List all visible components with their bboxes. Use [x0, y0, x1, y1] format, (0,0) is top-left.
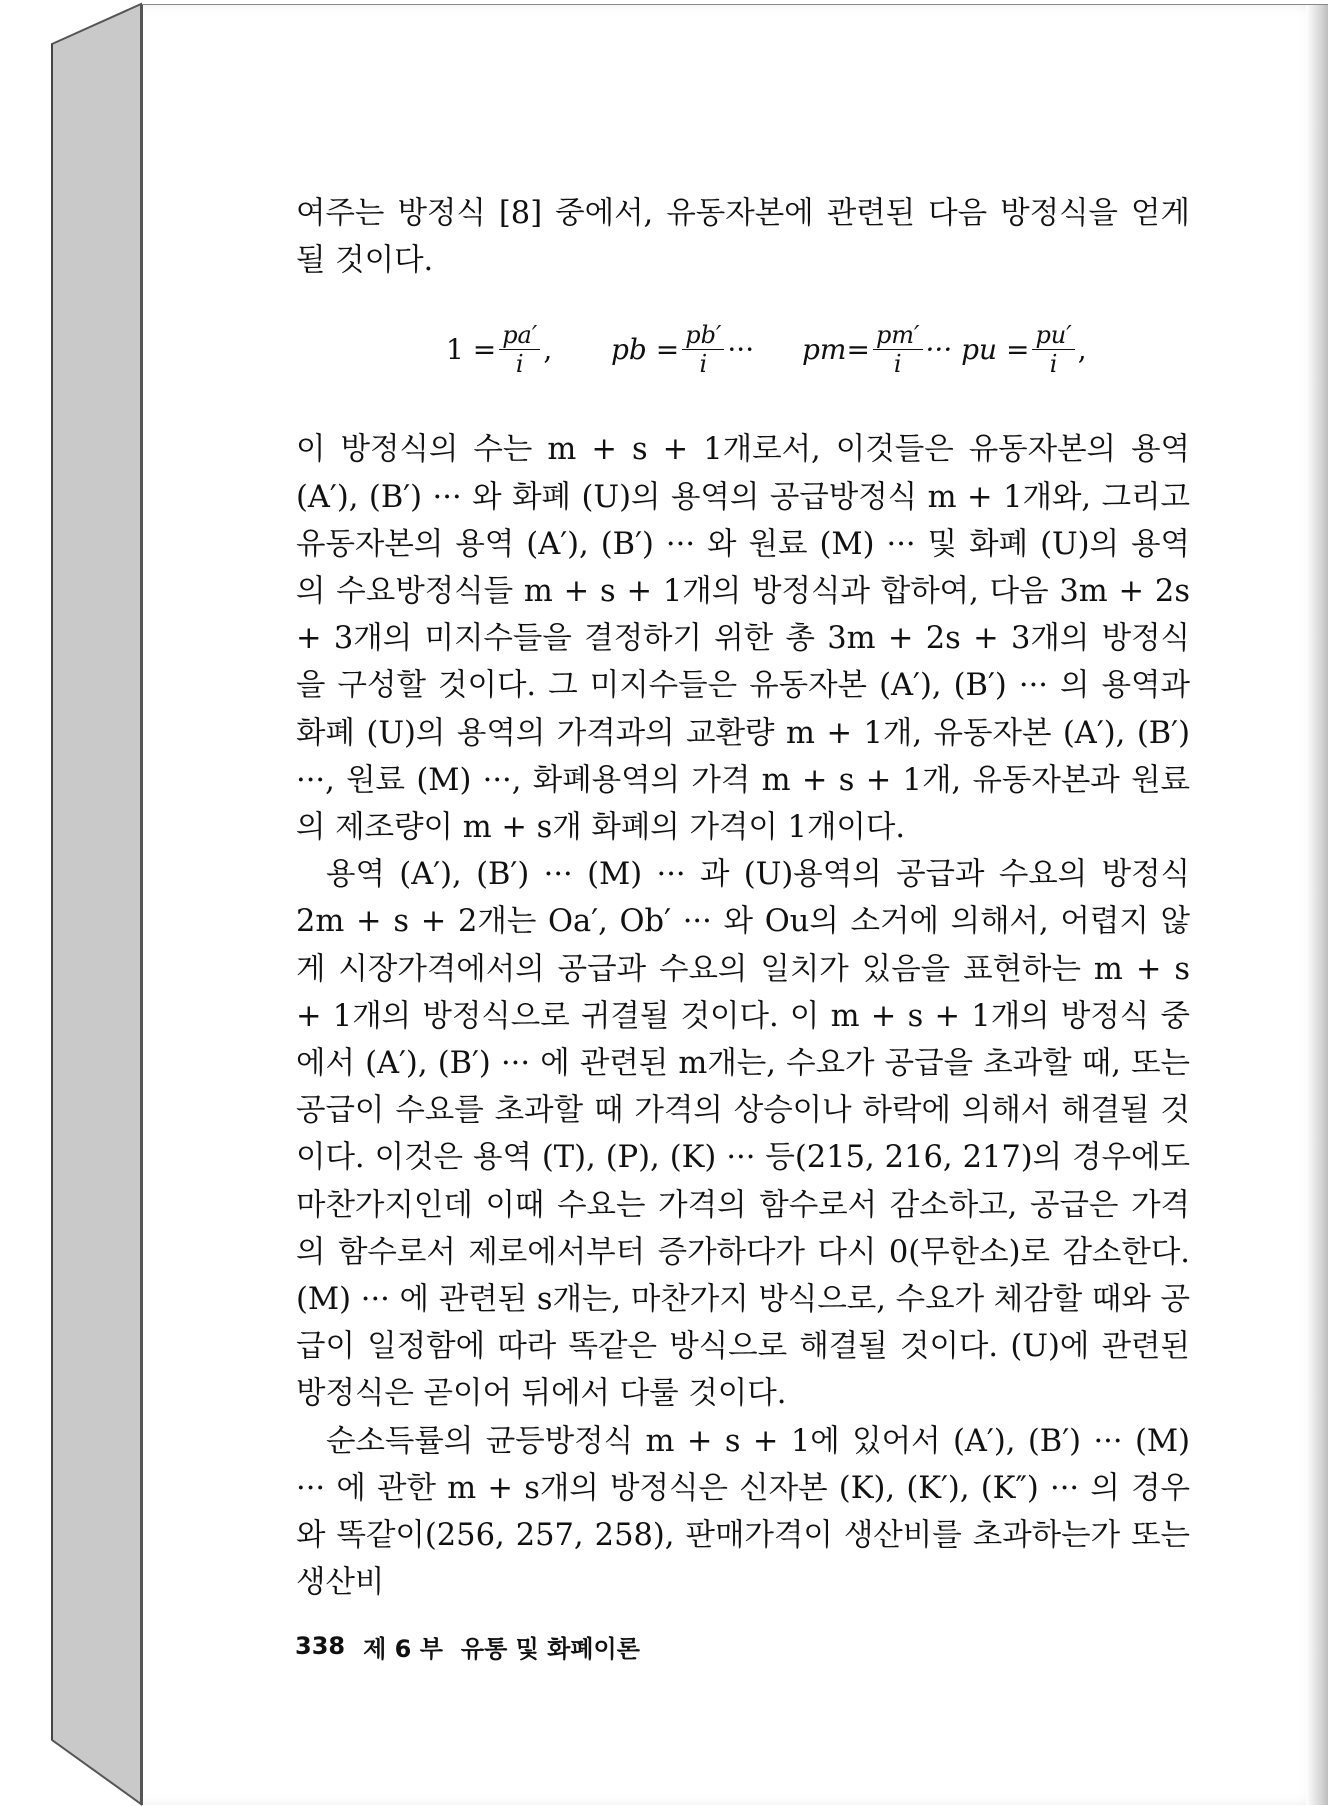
chapter-title: 유통 및 화폐이론	[460, 1634, 640, 1663]
paragraph-2: 이 방정식의 수는 m + s + 1개로서, 이것들은 유동자본의 용역 (A′), (B′) ··· 와 화폐 (U)의 용역의 공급방정식 m + 1개와, 그리고 유동자본의 용역 (A′), (B′) ··· 와 원료 (M) ··· 및 화폐 (U)의 용역의 수요방정식들 m + s + 1개의 방정식과 합하여, 다음 3m + 2s + 3개의 미지수들을 결정하기 위한 총 3m + 2s + 3개의 방정식을 구성할 것이다. 그 미지수들은 유동자본 (A′), (B′) ··· 의 용역과 화폐 (U)의 용역의 가격과의 교환량 m + 1개, 유동자본 (A′), (B′) ···, 원료 (M) ···, 화폐용역의 가격 m + s + 1개, 유동자본과 원료의 제조량이 m + s개 화폐의 가격이 1개이다.	[296, 432, 1190, 846]
page-edge-shadow	[1306, 5, 1328, 1805]
eq3-mid: ··· pu =	[925, 332, 1030, 366]
body-text	[296, 190, 1190, 1606]
eq4-tail: ,	[1077, 332, 1087, 366]
eq2-numerator: pb′	[682, 321, 724, 350]
page-number: 338	[295, 1632, 346, 1660]
eq3-denominator: i	[893, 349, 902, 378]
equation-spacer	[296, 284, 1190, 426]
eq1-denominator: i	[515, 349, 524, 378]
eq3-numerator: pm′	[873, 321, 923, 350]
paragraph-1: 여주는 방정식 [8] 중에서, 유동자본에 관련된 다음 방정식을 얻게 될 것이다.	[296, 196, 1190, 279]
page-footer	[295, 1628, 995, 1664]
paragraph-3: 용역 (A′), (B′) ··· (M) ··· 과 (U)용역의 공급과 수요의 방정식 2m + s + 2개는 Oa′, Ob′ ··· 와 Ou의 소거에 의해서, 어렵지 않게 시장가격에서의 공급과 수요의 일치가 있음을 표현하는 m + s + 1개의 방정식으로 귀결될 것이다. 이 m + s + 1개의 방정식 중에서 (A′), (B′) ··· 에 관련된 m개는, 수요가 공급을 초과할 때, 또는 공급이 수요를 초과할 때 가격의 상승이나 하락에 의해서 해결될 것이다. 이것은 용역 (T), (P), (K) ··· 등(215, 216, 217)의 경우에도 마찬가지인데 이때 수요는 가격의 함수로서 감소하고, 공급은 가격의 함수로서 제로에서부터 증가하다가 다시 0(무한소)로 감소한다. (M) ··· 에 관련된 s개는, 마찬가지 방식으로, 수요가 체감할 때와 공급이 일정함에 따라 똑같은 방식으로 해결될 것이다. (U)에 관련된 방정식은 곧이어 뒤에서 다룰 것이다.	[296, 857, 1190, 1412]
eq2-lhs: pb =	[611, 332, 680, 366]
eq1-tail: ,	[543, 332, 553, 366]
eq1-numerator: pa′	[499, 321, 540, 350]
eq2-denominator: i	[699, 349, 708, 378]
eq3-lhs: pm=	[802, 332, 870, 366]
part-label: 제 6 부	[363, 1634, 443, 1663]
paragraph-4: 순소득률의 균등방정식 m + s + 1에 있어서 (A′), (B′) ··· (M) ··· 에 관한 m + s개의 방정식은 신자본 (K), (K′), (K″) ··· 의 경우와 똑같이(256, 257, 258), 판매가격이 생산비를 초과하는가 또는 생산비	[296, 1423, 1190, 1601]
eq1-lhs: 1 =	[446, 332, 497, 366]
eq2-tail: ···	[727, 332, 755, 366]
eq4-numerator: pu′	[1032, 321, 1074, 350]
eq4-denominator: i	[1049, 349, 1058, 378]
